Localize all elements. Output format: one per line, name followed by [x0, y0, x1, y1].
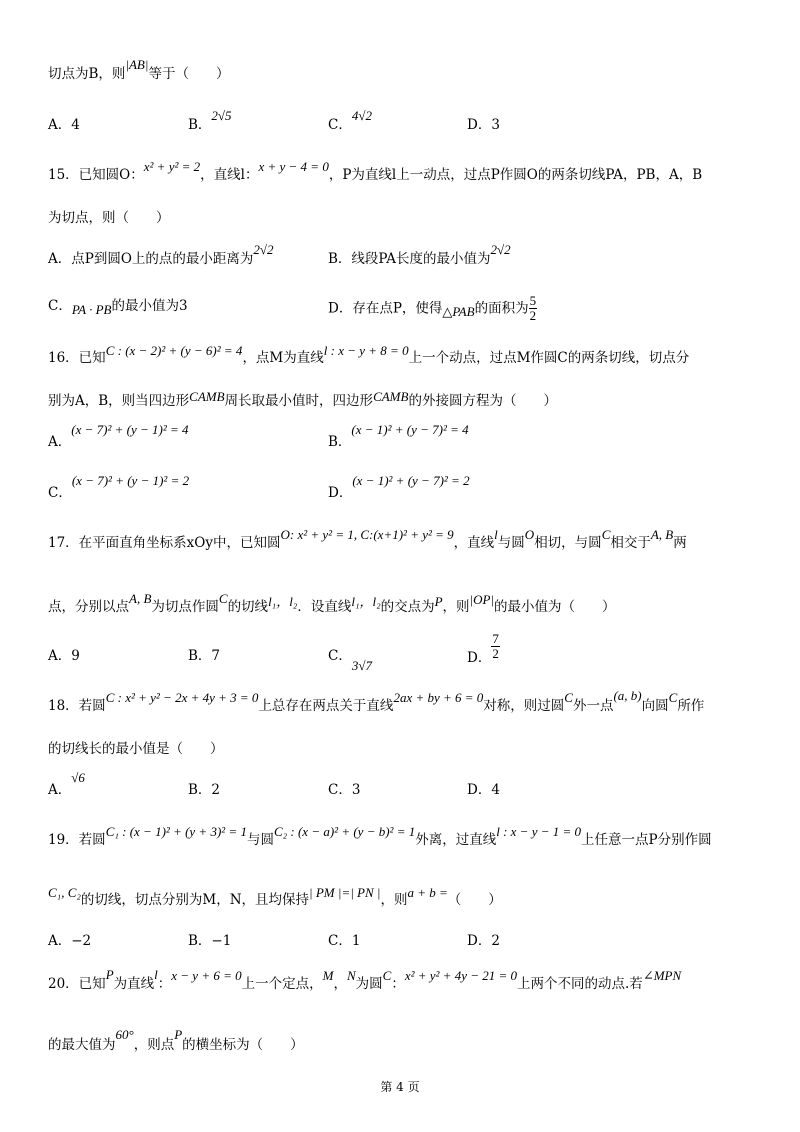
q14-option-d: D．3 — [467, 117, 500, 133]
q17-option-b: B．7 — [188, 648, 221, 664]
q17-stem-line1: 17．在平面直角坐标系xOy中，已知圆O: x² + y² = 1, C:(x+1)² + y² = 9，直线l与圆O相切，与圆C相交于A, B两 — [48, 527, 687, 551]
q20-stem-line1: 20．已知P为直线l：x − y + 6 = 0上一个定点，M，N为圆C：x² + y² + 4y − 21 = 0上两个不同的动点.若∠MPN — [48, 967, 682, 992]
q16-option-d: D．(x − 1)² + (y − 7)² = 2 — [328, 473, 470, 501]
q19-stem-line1: 19．若圆C₁ : (x − 1)² + (y + 3)² = 1与圆C₂ : (x − a)² + (y − b)² = 1外离，过直线l : x − y − 1 = 0上任意一点P分别作圆 — [48, 824, 712, 848]
q18-option-b: B．2 — [188, 782, 221, 798]
q19-option-c: C．1 — [328, 933, 361, 949]
q19-stem-line2: C₁, C₂的切线，切点分别为M，N，且均保持| PM |=| PN |，则a + b =（ ） — [48, 885, 502, 908]
q15-option-c: C．PA · PB的最小值为3 — [48, 298, 188, 317]
q17-d-fraction: $\frac{7}{2}$ — [492, 631, 499, 662]
q19-option-a: A．−2 — [48, 933, 92, 949]
q18-stem-line1: 18．若圆C : x² + y² − 2x + 4y + 3 = 0上总存在两点关于直线2ax + by + 6 = 0对称，则过圆C外一点(a, b)向圆C所作 — [48, 688, 705, 714]
q16-option-a: A．(x − 7)² + (y − 1)² = 4 — [48, 422, 189, 450]
q18-option-a: A．√6 — [48, 770, 85, 798]
q16-stem-line2: 别为A，B，则当四边形CAMB周长取最小值时，四边形CAMB的外接圆方程为（ ） — [48, 389, 557, 409]
q18-option-d: D．4 — [467, 782, 500, 798]
q19-option-b: B．−1 — [188, 933, 232, 949]
q16-option-c: C．(x − 7)² + (y − 1)² = 2 — [48, 473, 190, 501]
q15-stem-line1: 15．已知圆O：x² + y² = 2，直线l：x + y − 4 = 0，P为直线l上一动点，过点P作圆O的两条切线PA，PB，A，B — [48, 159, 703, 183]
q16-stem-line1: 16．已知C : (x − 2)² + (y − 6)² = 4，点M为直线l : x − y + 8 = 0上一个动点，过点M作圆C的两条切线，切点分 — [48, 343, 690, 366]
q18-stem-line2: 的切线长的最小值是（ ） — [48, 741, 224, 757]
q17-option-a: A．9 — [48, 648, 80, 664]
q15-stem-line2: 为切点，则（ ） — [48, 210, 170, 226]
q20-stem-line2: 的最大值为60°，则点P的横坐标为（ ） — [48, 1027, 304, 1053]
q14-stem-tail: 切点为B，则|AB|等于（ ） — [48, 57, 230, 82]
q14-option-a: A．4 — [48, 117, 80, 133]
q14-option-b: B．2√5 — [188, 108, 232, 133]
q17-stem-line2: 点，分别以点A, B为切点作圆C的切线l₁，l₂．设直线l₁，l₂的交点为P，则|OP|的最小值为（ ） — [48, 591, 616, 615]
q15-option-b: B．线段PA长度的最小值为2√2 — [328, 242, 511, 267]
q19-option-d: D．2 — [467, 933, 500, 949]
q14-option-c: C．4√2 — [328, 108, 372, 133]
page-number: 第 4 页 — [380, 1080, 420, 1094]
q15-option-a: A．点P到圆O上的点的最小距离为2√2 — [48, 242, 274, 267]
q18-option-c: C．3 — [328, 782, 361, 798]
q16-option-b: B．(x − 1)² + (y − 7)² = 4 — [328, 422, 469, 450]
q17-option-d: D． $\frac{7}{2}$ — [467, 631, 499, 667]
q17-option-c: C．3√7 — [328, 648, 372, 673]
q15-option-d: D．存在点P，使得△PAB的面积为 $\frac{5}{2}$ — [328, 293, 537, 324]
q15-d-fraction: $\frac{5}{2}$ — [529, 293, 537, 324]
